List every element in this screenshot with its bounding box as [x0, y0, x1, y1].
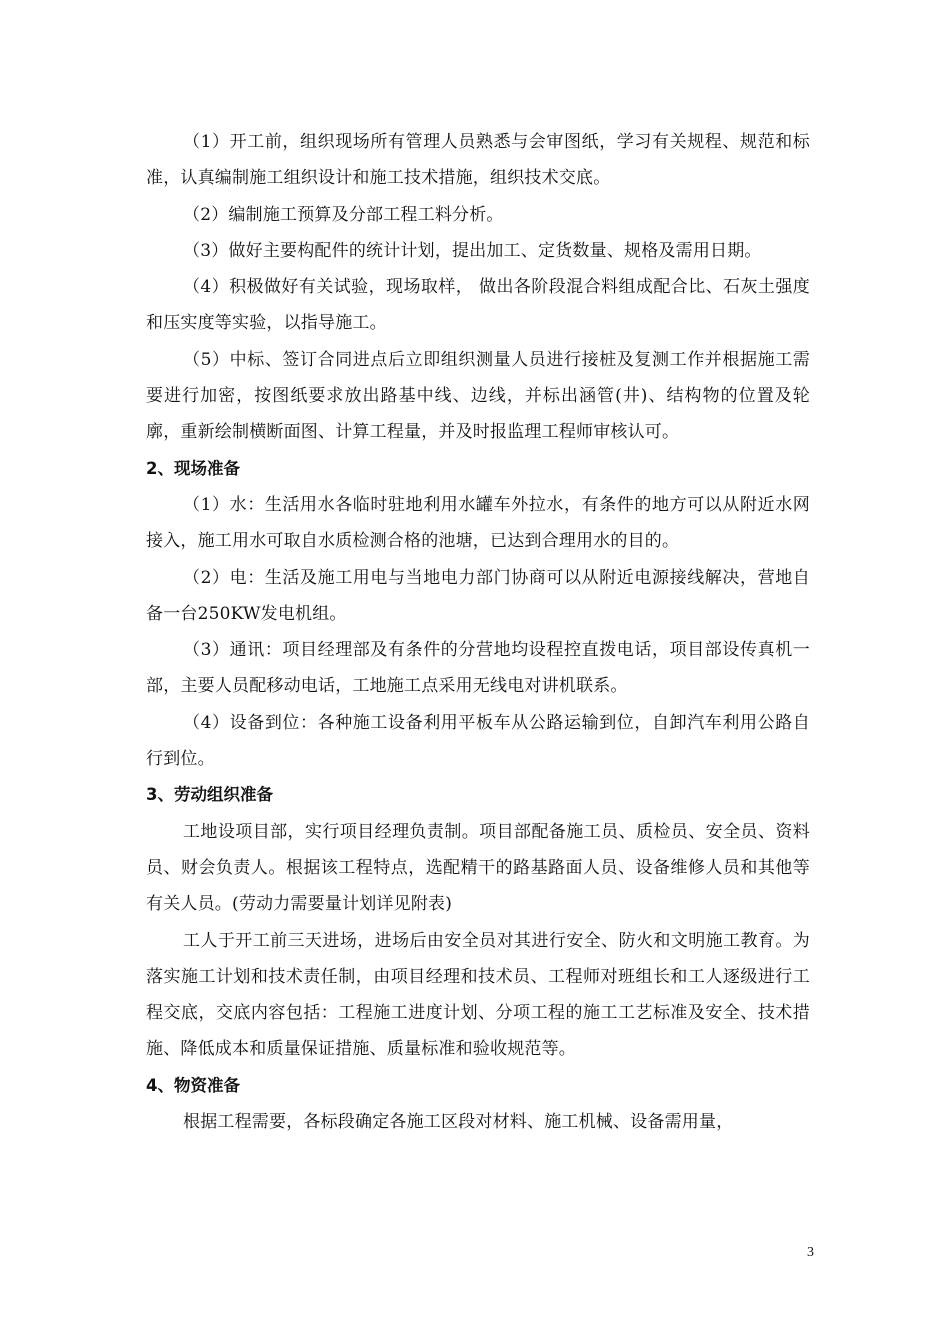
paragraph: 根据工程需要，各标段确定各施工区段对材料、施工机械、设备需用量，: [183, 1112, 734, 1133]
paragraph: （5）中标、签订合同进点后立即组织测量人员进行接桩及复测工作并根据施工需要进行加密，按图纸要求放出路基中线、边线，并标出涵管(井)、结构物的位置及轮廓，重新绘制横断面图、计算工程量，并及时报监理工程师审核认可。: [146, 349, 810, 443]
paragraph: （3）通讯：项目经理部及有条件的分营地均设程控直拨电话，项目部设传真机一部，主要人员配移动电话，工地施工点采用无线电对讲机联系。: [146, 640, 810, 697]
section-heading: 4、物资准备: [146, 1075, 240, 1095]
page-number: 3: [807, 1245, 814, 1260]
section-heading: 3、劳动组织准备: [146, 785, 273, 805]
paragraph: 工人于开工前三天进场，进场后由安全员对其进行安全、防火和文明施工教育。为落实施工计划和技术责任制，由项目经理和技术员、工程师对班组长和工人逐级进行工程交底，交底内容包括：工程施工进度计划、分项工程的施工工艺标准及安全、技术措施、降低成本和质量保证措施、质量标准和验收规范等。: [146, 930, 810, 1060]
paragraph: （3）做好主要构配件的统计计划，提出加工、定货数量、规格及需用日期。: [183, 240, 762, 261]
paragraph: （4）积极做好有关试验，现场取样， 做出各阶段混合料组成配合比、石灰土强度和压实度等实验，以指导施工。: [146, 277, 810, 334]
paragraph: （2）编制施工预算及分部工程工料分析。: [183, 204, 504, 225]
paragraph: （1）开工前，组织现场所有管理人员熟悉与会审图纸，学习有关规程、规范和标准，认真编制施工组织设计和施工技术措施，组织技术交底。: [146, 132, 810, 189]
paragraph: （1）水：生活用水各临时驻地利用水罐车外拉水，有条件的地方可以从附近水网接入，施工用水可取自水质检测合格的池塘，已达到合理用水的目的。: [146, 494, 810, 552]
document-body: [146, 124, 810, 1140]
paragraph: （4）设备到位：各种施工设备利用平板车从公路运输到位，自卸汽车利用公路自行到位。: [146, 712, 810, 770]
paragraph: 工地设项目部，实行项目经理负责制。项目部配备施工员、质检员、安全员、资料员、财会负责人。根据该工程特点，选配精干的路基路面人员、设备维修人员和其他等有关人员。(劳动力需要量计划详见附表): [146, 821, 810, 915]
section-heading: 2、现场准备: [146, 458, 240, 478]
paragraph: （2）电：生活及施工用电与当地电力部门协商可以从附近电源接线解决，营地自备一台250KW发电机组。: [146, 567, 810, 624]
